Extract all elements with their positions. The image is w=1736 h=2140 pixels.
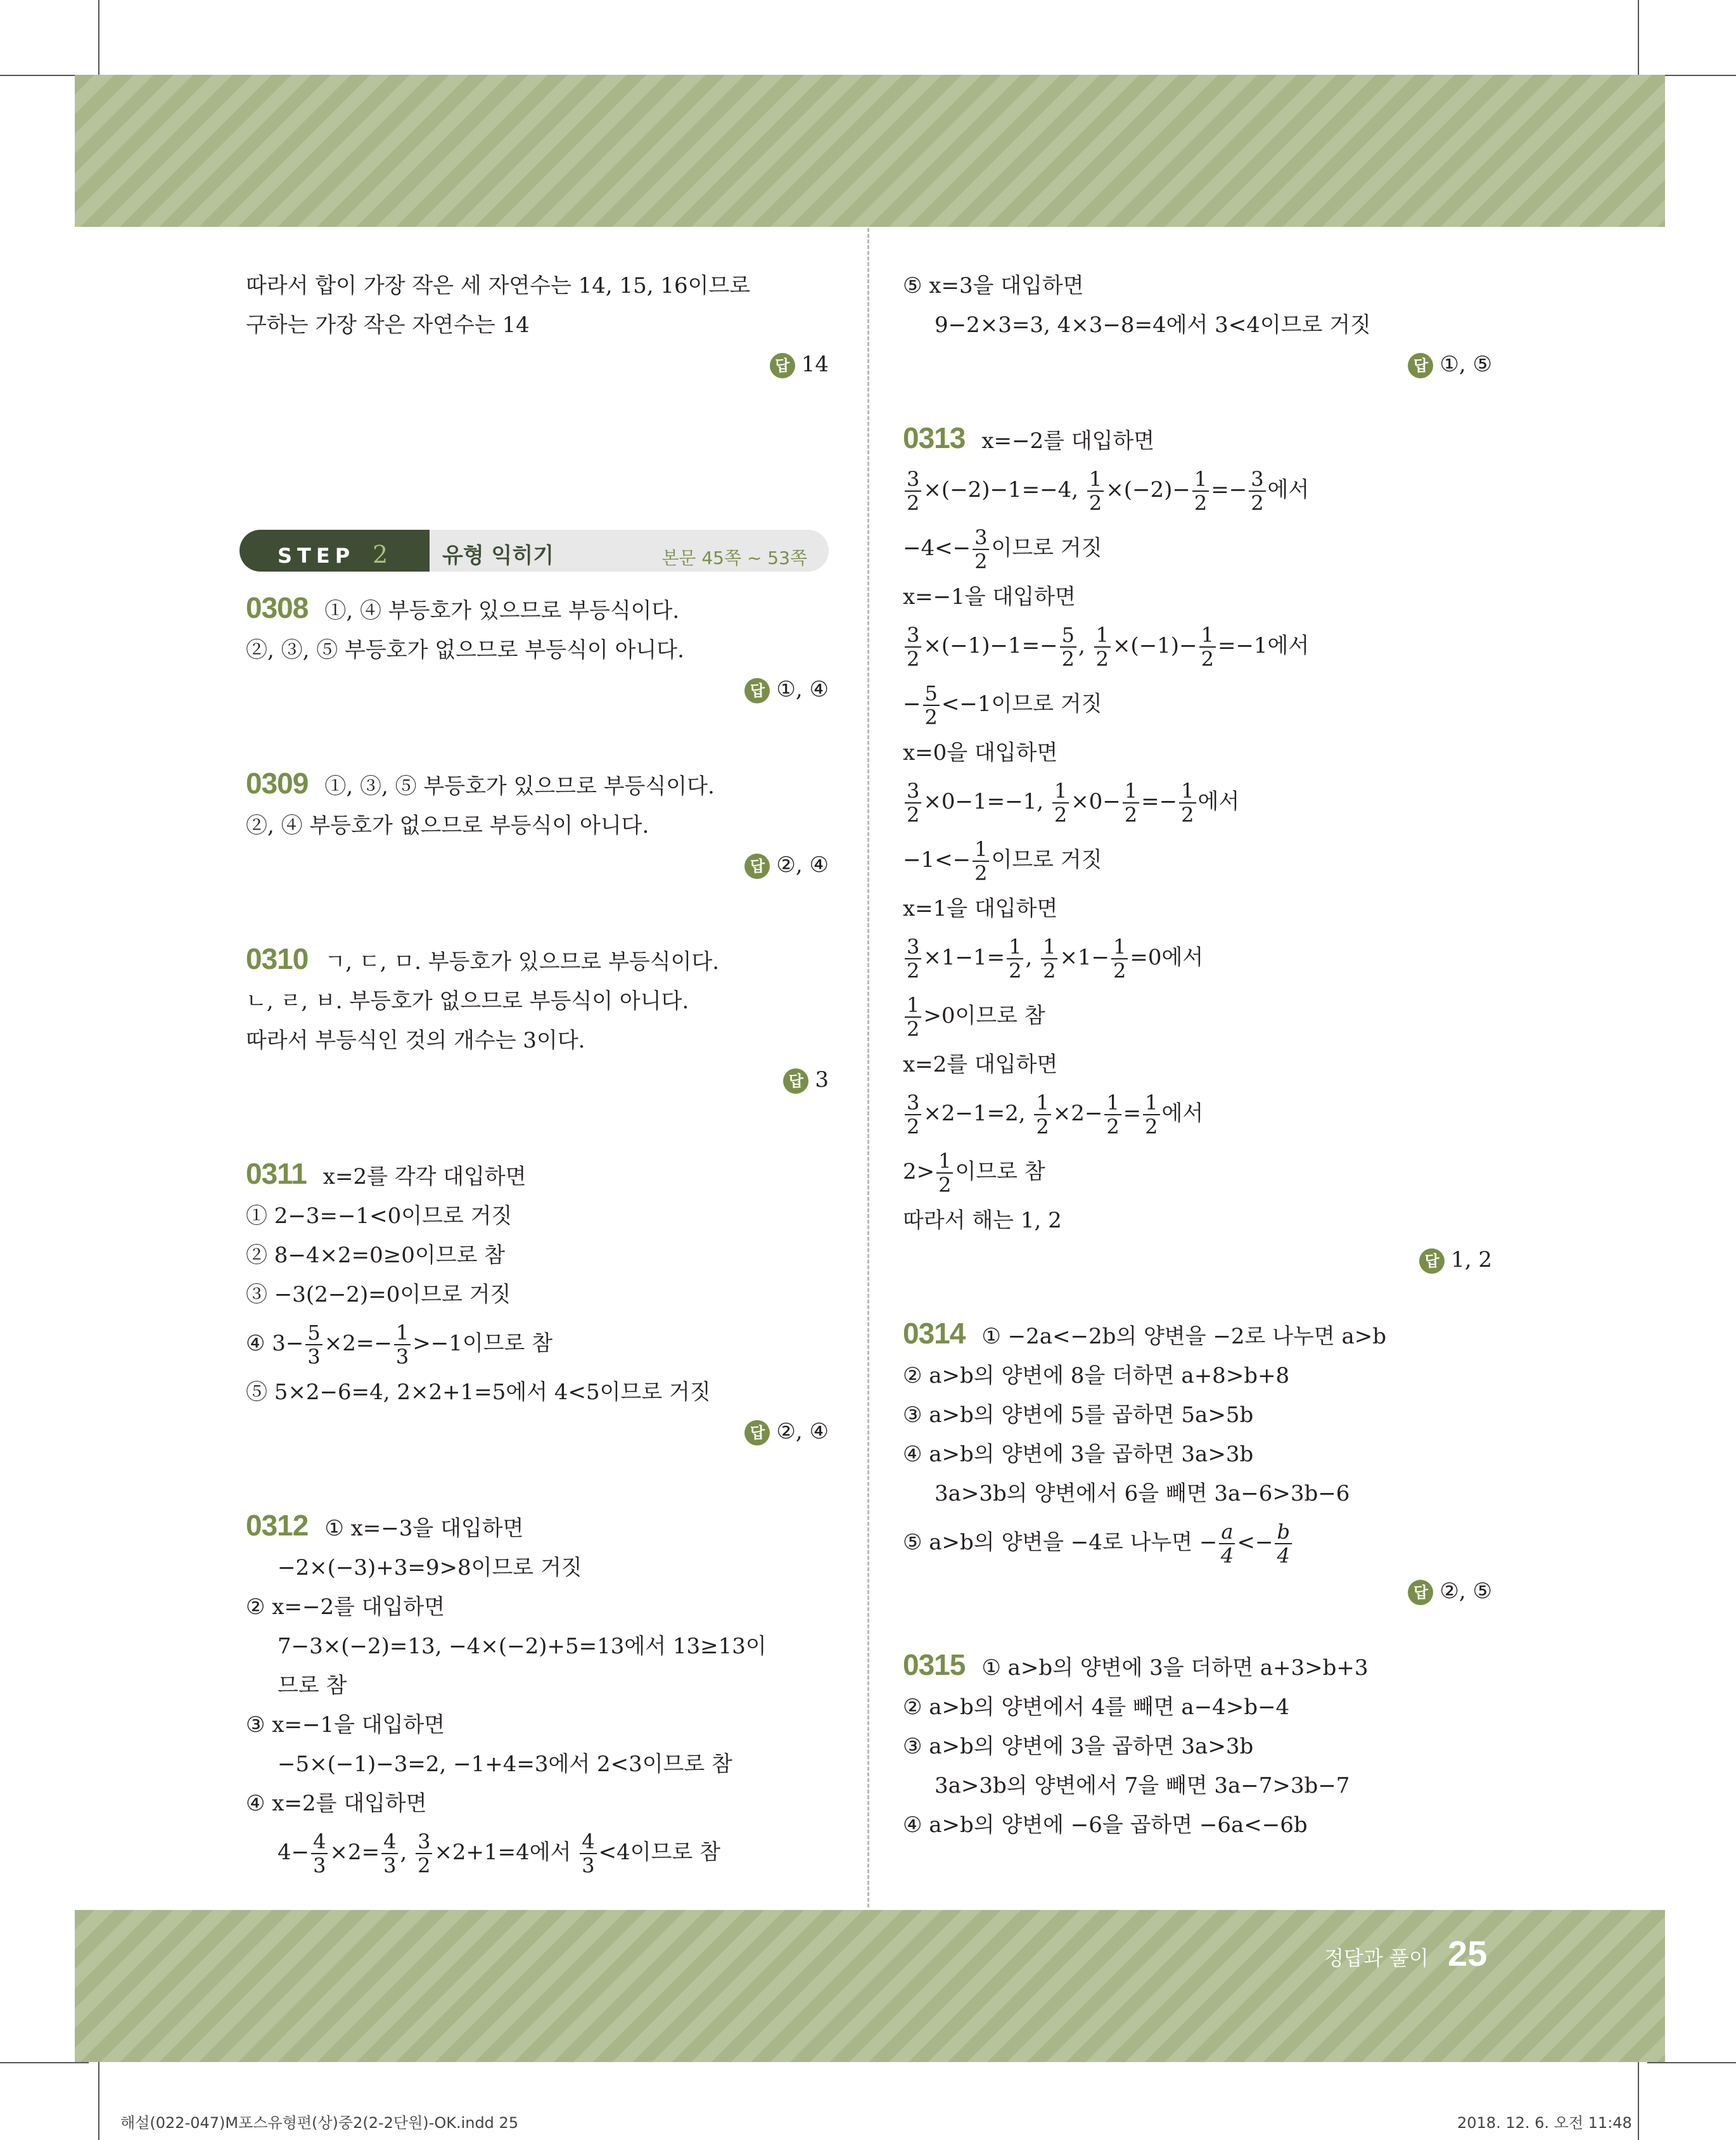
text-seg: ×2= [329,1840,380,1865]
text-seg: ×(−1)− [1112,633,1197,658]
denominator: 2 [907,803,920,827]
problem-0309 [246,764,829,806]
fraction [1199,624,1216,670]
denominator: 2 [1088,491,1102,515]
answer-text: ②, ④ [776,1419,829,1444]
denominator: 2 [1181,803,1194,827]
text-seg: ×2+1=4에서 [434,1840,578,1865]
problem-0312 [246,1506,829,1548]
fraction [923,682,940,729]
text-line [903,1084,1492,1143]
numerator: 1 [1007,935,1023,959]
text-line: ① 2−3=−1<0이므로 거짓 [246,1203,513,1229]
text-line: x=2를 각각 대입하면 [322,1164,527,1189]
numerator: 3 [905,935,921,959]
fraction [973,526,989,573]
text-seg: −1<− [903,847,971,873]
denominator: 2 [1043,959,1056,983]
text-line: ② a>b의 양변에 8을 더하면 a+8>b+8 [903,1363,1290,1388]
problem-number: 0311 [246,1157,307,1190]
numerator: 1 [1123,779,1139,804]
crop-mark [98,2062,99,2140]
numerator: 1 [905,994,921,1018]
text-seg: ×1−1= [923,945,1005,970]
fraction [905,624,921,670]
step-banner [239,530,829,572]
header-band [75,75,1665,227]
problem-0314 [903,1314,1492,1356]
numerator: 1 [1104,1091,1121,1115]
answer-badge: 답 [1408,1580,1433,1605]
denominator: 4 [1220,1544,1234,1568]
text-line [903,461,1492,519]
text-line: ㄱ, ㄷ, ㅁ. 부등호가 있으므로 부등식이다. [324,949,720,975]
text-line: 따라서 해는 1, 2 [903,1208,1062,1233]
fraction [1104,1091,1121,1138]
answer [903,345,1492,384]
denominator: 3 [313,1854,326,1878]
fraction [1094,624,1111,670]
text-seg: ④ 3− [246,1331,304,1356]
denominator: 2 [974,549,988,573]
fraction [1123,779,1139,826]
numerator: 1 [1179,779,1196,804]
answer-badge: 답 [744,1420,770,1445]
numerator: 1 [1143,1091,1159,1115]
fraction [416,1830,432,1877]
file-name: 해설(022-047)M포스유형편(상)중2(2-2단원)-OK.indd 25 [120,2114,519,2132]
denominator: 3 [582,1854,595,1878]
text-seg: 에서 [1161,1101,1204,1126]
text-line: ① −2a<−2b의 양변을 −2로 나누면 a>b [981,1324,1387,1349]
page-number: 25 [1448,1933,1488,1973]
denominator: 2 [907,647,920,671]
text-line: ③ a>b의 양변에 3을 곱하면 3a>3b [903,1734,1254,1759]
text-line: ① a>b의 양변에 3을 더하면 a+3>b+3 [981,1655,1369,1681]
footer-label: 정답과 풀이 [1324,1946,1429,1970]
denominator: 2 [907,1017,920,1041]
fraction [1192,468,1209,515]
step-label: STEP [278,544,355,568]
answer [246,345,829,384]
text-seg: >−1이므로 참 [412,1331,553,1356]
text-line: x=−2를 대입하면 [981,428,1155,454]
answer [246,670,829,709]
text-line: ③ a>b의 양변에 5를 곱하면 5a>5b [903,1402,1254,1428]
denominator: 2 [1095,647,1109,671]
problem-number: 0309 [246,767,309,800]
text-seg: 이므로 거짓 [991,847,1102,873]
text-seg: ×(−2)−1=−4, [923,477,1085,503]
text-seg: 2> [903,1159,935,1184]
problem-number: 0312 [246,1509,309,1542]
text-line: ②, ③, ⑤ 부등호가 없으므로 부등식이 아니다. [246,638,684,663]
denominator: 2 [1145,1115,1158,1139]
problem-number: 0314 [903,1317,966,1350]
answer-badge: 답 [770,353,795,378]
text-line: ③ x=−1을 대입하면 [246,1712,445,1738]
text-line [903,772,1492,831]
answer-badge: 답 [744,678,770,703]
answer-text: 14 [801,352,829,377]
step-number: 2 [373,541,388,568]
text-seg: = [1123,1101,1142,1126]
numerator: b [1275,1520,1291,1544]
text-line [903,675,1492,733]
text-seg: ×2− [1052,1101,1103,1126]
fraction [973,838,989,885]
text-line: ⑤ x=3을 대입하면 [903,273,1084,298]
text-line [246,1823,829,1881]
text-seg: =−1에서 [1217,633,1310,658]
print-date: 2018. 12. 6. 오전 11:48 [1457,2114,1632,2132]
denominator: 2 [924,705,938,729]
answer-badge: 답 [744,854,770,879]
text-line: x=−1을 대입하면 [903,584,1076,610]
answer-text: ①, ⑤ [1439,352,1492,377]
answer [246,1060,829,1099]
text-seg: ×0−1=−1, [923,789,1050,814]
fraction [305,1321,322,1368]
text-seg: ×2=− [324,1331,392,1356]
crop-mark [0,2062,89,2063]
text-line: 따라서 합이 가장 작은 세 자연수는 14, 15, 16이므로 [246,273,751,298]
text-line [246,1314,829,1373]
text-seg: =− [1211,477,1248,503]
numerator: 1 [394,1321,411,1345]
text-line [903,928,1492,987]
text-seg: <4이므로 참 [598,1840,720,1865]
fraction [936,1150,953,1196]
fraction [905,468,921,515]
answer-badge: 답 [1419,1248,1445,1274]
text-line: 9−2×3=3, 4×3−8=4에서 3<4이므로 거짓 [935,312,1371,338]
crop-mark [98,0,99,76]
fraction [1034,1091,1050,1138]
text-seg: 이므로 거짓 [991,535,1102,561]
fraction [1007,935,1023,982]
text-line [903,519,1492,577]
text-seg: , [1078,633,1092,658]
denominator: 3 [307,1345,321,1369]
numerator: 1 [1034,1091,1050,1115]
fraction [905,1091,921,1138]
denominator: 2 [1036,1115,1049,1139]
text-line: 므로 참 [278,1673,347,1698]
problem-number: 0313 [903,421,966,454]
numerator: 5 [923,682,940,706]
text-line [903,1513,1492,1572]
text-seg: , [400,1840,414,1865]
fraction [1111,935,1128,982]
text-line: ① x=−3을 대입하면 [324,1516,524,1541]
answer [903,1572,1492,1611]
text-seg: 에서 [1197,789,1240,814]
problem-0315 [903,1645,1492,1688]
numerator: 5 [1060,624,1076,648]
denominator: 2 [938,1173,952,1197]
text-seg: 4− [278,1840,310,1865]
numerator: 4 [311,1830,328,1854]
denominator: 2 [1201,647,1214,671]
problem-number: 0310 [246,942,309,975]
numerator: 5 [305,1321,322,1345]
text-line: x=1을 대입하면 [903,896,1058,921]
fraction [1219,1520,1235,1567]
numerator: 3 [905,468,921,492]
text-line [903,617,1492,675]
denominator: 2 [907,491,920,515]
numerator: 3 [973,526,989,550]
text-line [903,1143,1492,1201]
denominator: 2 [1124,803,1138,827]
numerator: 1 [1094,624,1111,648]
problem-0308 [246,588,829,631]
text-line: ⑤ 5×2−6=4, 2×2+1=5에서 4<5이므로 거짓 [246,1380,711,1405]
text-line [903,831,1492,889]
fraction [1052,779,1069,826]
right-column [903,266,1492,1845]
numerator: 3 [905,1091,921,1115]
fraction [905,935,921,982]
text-line: ② a>b의 양변에서 4를 빼면 a−4>b−4 [903,1695,1290,1720]
fraction [1143,1091,1159,1138]
denominator: 2 [1194,491,1208,515]
numerator: 1 [1052,779,1069,804]
text-line: ㄴ, ㄹ, ㅂ. 부등호가 없으므로 부등식이 아니다. [246,989,689,1014]
text-line: −2×(−3)+3=9>8이므로 거짓 [278,1555,582,1580]
fraction [1249,468,1265,515]
answer-text: ①, ④ [776,677,829,702]
numerator: 3 [1249,468,1265,492]
text-seg: ⑤ a>b의 양변을 −4로 나누면 − [903,1530,1218,1555]
denominator: 2 [974,861,988,885]
text-line: x=2를 대입하면 [903,1052,1058,1077]
text-seg: ×(−2)− [1106,477,1190,503]
text-line [903,987,1492,1045]
numerator: 4 [381,1830,398,1854]
text-line: −5×(−1)−3=2, −1+4=3에서 2<3이므로 참 [278,1752,732,1777]
text-line: ④ x=2를 대입하면 [246,1791,427,1816]
denominator: 3 [395,1345,409,1369]
denominator: 2 [1009,959,1022,983]
text-line: 3a>3b의 양변에서 6을 빼면 3a−6>3b−6 [935,1481,1350,1506]
problem-number: 0315 [903,1648,966,1681]
problem-0313 [903,418,1492,461]
fraction [1275,1520,1291,1567]
column-divider [867,228,869,1907]
fraction [905,994,921,1041]
fraction [1179,779,1196,826]
text-seg: ×1− [1059,945,1110,970]
text-line: ② x=−2를 대입하면 [246,1594,445,1620]
numerator: 1 [1041,935,1057,959]
text-seg: 에서 [1267,477,1310,503]
denominator: 2 [1054,803,1068,827]
text-line: 3a>3b의 양변에서 7을 빼면 3a−7>3b−7 [935,1773,1350,1798]
numerator: 3 [416,1830,432,1854]
text-line: 따라서 부등식인 것의 개수는 3이다. [246,1028,585,1053]
footer-band [75,1910,1665,2062]
text-seg: −4<− [903,535,971,561]
answer-text: ②, ⑤ [1439,1579,1492,1604]
text-seg: <− [1237,1530,1273,1555]
answer-badge: 답 [1408,353,1433,378]
text-seg: − [903,691,921,717]
fraction [1041,935,1057,982]
fraction [311,1830,328,1877]
text-line: ④ a>b의 양변에 −6을 곱하면 −6a<−6b [903,1812,1308,1838]
crop-mark [1638,0,1639,76]
text-seg: ×(−1)−1=− [923,633,1058,658]
numerator: 3 [905,779,921,804]
text-line: ④ a>b의 양변에 3을 곱하면 3a>3b [903,1442,1254,1467]
numerator: 3 [905,624,921,648]
text-seg: 이므로 참 [955,1159,1045,1184]
text-line: ③ −3(2−2)=0이므로 거짓 [246,1282,511,1307]
answer [246,845,829,885]
text-line: ②, ④ 부등호가 없으므로 부등식이 아니다. [246,813,649,838]
numerator: 1 [936,1150,953,1174]
text-seg: =− [1141,789,1178,814]
numerator: 1 [1087,468,1104,492]
denominator: 2 [907,959,920,983]
numerator: 4 [580,1830,596,1854]
step-pages: 본문 45쪽 ~ 53쪽 [661,548,807,568]
denominator: 2 [1061,647,1075,671]
text-seg: >0이므로 참 [923,1003,1045,1028]
answer [903,1240,1492,1279]
denominator: 2 [1251,491,1264,515]
answer-text: ②, ④ [776,852,829,878]
text-seg: , [1025,945,1040,970]
text-line: 7−3×(−2)=13, −4×(−2)+5=13에서 13≥13이 [278,1634,767,1659]
fraction [1060,624,1076,670]
denominator: 2 [418,1854,431,1878]
fraction [381,1830,398,1877]
denominator: 2 [907,1115,920,1139]
text-line: x=0을 대입하면 [903,740,1058,766]
text-line: ①, ④ 부등호가 있으므로 부등식이다. [324,598,680,624]
text-seg: =0에서 [1130,945,1204,970]
answer [246,1412,829,1451]
answer-badge: 답 [783,1068,808,1094]
fraction [905,779,921,826]
numerator: 1 [1192,468,1209,492]
text-seg: ×0− [1071,789,1121,814]
numerator: a [1219,1520,1235,1544]
answer-text: 1, 2 [1451,1247,1492,1272]
denominator: 2 [1113,959,1126,983]
text-line: 구하는 가장 작은 자연수는 14 [246,312,530,338]
problem-0311 [246,1154,829,1196]
fraction [580,1830,596,1877]
denominator: 4 [1277,1544,1290,1568]
text-seg: <−1이므로 거짓 [941,691,1102,717]
step-title: 유형 익히기 [442,543,554,568]
numerator: 1 [1111,935,1128,959]
crop-mark [1638,2062,1639,2140]
answer-text: 3 [815,1067,829,1092]
fraction [1087,468,1104,515]
denominator: 2 [1106,1115,1120,1139]
text-line: ①, ③, ⑤ 부등호가 있으므로 부등식이다. [324,774,715,799]
numerator: 1 [973,838,989,862]
denominator: 3 [383,1854,397,1878]
left-column [246,266,829,1881]
text-seg: ×2−1=2, [923,1101,1033,1126]
problem-number: 0308 [246,591,309,624]
text-line: ② 8−4×2=0≥0이므로 참 [246,1243,506,1268]
fraction [394,1321,411,1368]
crop-mark [1647,2062,1736,2063]
numerator: 1 [1199,624,1216,648]
problem-0310 [246,939,829,982]
